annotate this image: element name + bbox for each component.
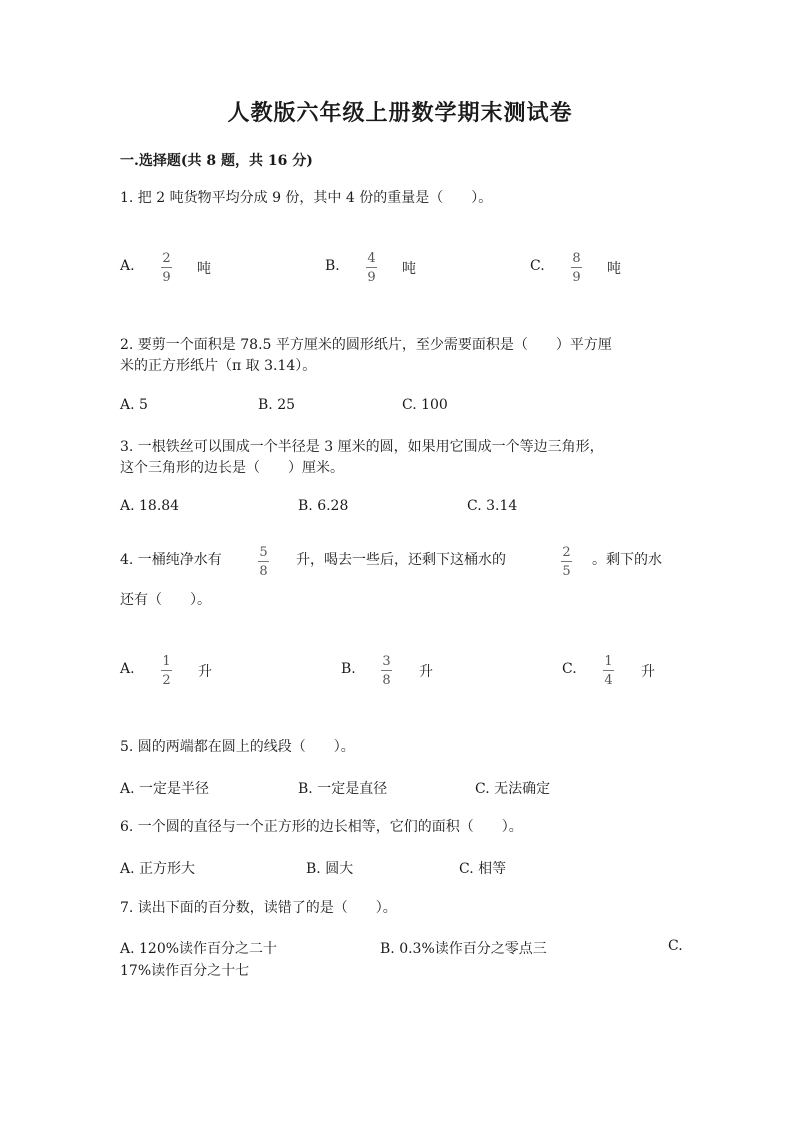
fraction-numerator: 5 [259, 545, 268, 560]
option-c-unit: 升 [641, 664, 655, 680]
fraction-bar [366, 267, 377, 268]
fraction-denominator: 8 [259, 564, 268, 579]
question-7-option-c-text: 17%读作百分之十七 [120, 963, 250, 979]
option-a-letter: A. [120, 258, 135, 274]
fraction-numerator: 1 [162, 654, 171, 669]
question-2-option-b: B. 25 [258, 397, 296, 413]
question-3-option-c: C. 3.14 [467, 498, 518, 514]
fraction-bar [561, 561, 572, 562]
option-b-letter: B. [325, 258, 340, 274]
option-c-letter: C. [530, 258, 545, 274]
option-b-fraction [366, 251, 377, 285]
question-2-line-2: 米的正方形纸片（π 取 3.14）。 [120, 358, 317, 374]
question-3-option-b: B. 6.28 [298, 498, 349, 514]
question-6-option-a: A. 正方形大 [120, 861, 196, 877]
fraction-denominator: 4 [604, 673, 613, 688]
question-4-part-3: 。剩下的水 [592, 552, 662, 568]
fraction-numerator: 8 [572, 251, 581, 266]
question-6-stem: 6. 一个圆的直径与一个正方形的边长相等，它们的面积（ ）。 [120, 819, 523, 835]
question-7-stem: 7. 读出下面的百分数，读错了的是（ ）。 [120, 900, 397, 916]
option-b-unit: 升 [419, 664, 433, 680]
question-7-option-c-letter: C. [668, 938, 683, 954]
fraction-bar [571, 267, 582, 268]
option-c-unit: 吨 [607, 261, 621, 277]
fraction-denominator: 2 [162, 673, 171, 688]
page-title: 人教版六年级上册数学期末测试卷 [227, 100, 573, 126]
option-c-fraction [603, 654, 614, 688]
question-2-option-c: C. 100 [402, 397, 448, 413]
question-5-option-a: A. 一定是半径 [120, 781, 210, 797]
fraction-numerator: 1 [604, 654, 613, 669]
fraction-denominator: 9 [162, 270, 171, 285]
fraction-bar [161, 267, 172, 268]
question-6-option-c: C. 相等 [459, 861, 507, 877]
fraction-numerator: 2 [562, 545, 571, 560]
option-a-unit: 升 [198, 664, 212, 680]
option-c-fraction [571, 251, 582, 285]
option-a-fraction [161, 654, 172, 688]
fraction-denominator: 5 [562, 564, 571, 579]
question-4-part-1: 4. 一桶纯净水有 [120, 552, 222, 568]
question-3-line-1: 3. 一根铁丝可以围成一个半径是 3 厘米的圆，如果用它围成一个等边三角形， [120, 439, 604, 455]
option-b-unit: 吨 [402, 261, 416, 277]
question-4-line-2: 还有（ ）。 [120, 592, 211, 608]
question-3-line-2: 这个三角形的边长是（ ）厘米。 [120, 460, 344, 476]
option-b-fraction [381, 654, 392, 688]
option-a-unit: 吨 [197, 261, 211, 277]
fraction-bar [258, 561, 269, 562]
question-3-option-a: A. 18.84 [120, 498, 180, 514]
question-6-option-b: B. 圆大 [306, 861, 354, 877]
fraction-denominator: 9 [367, 270, 376, 285]
fraction-denominator: 9 [572, 270, 581, 285]
question-5-option-b: B. 一定是直径 [298, 781, 388, 797]
option-c-letter: C. [562, 661, 577, 677]
question-2-option-a: A. 5 [120, 397, 148, 413]
fraction-bar [161, 670, 172, 671]
option-a-letter: A. [120, 661, 135, 677]
fraction-bar [603, 670, 614, 671]
question-5-option-c: C. 无法确定 [475, 781, 551, 797]
question-5-stem: 5. 圆的两端都在圆上的线段（ ）。 [120, 739, 355, 755]
question-4-part-2: 升，喝去一些后，还剩下这桶水的 [296, 552, 506, 568]
question-7-option-b: B. 0.3%读作百分之零点三 [380, 941, 547, 957]
section-heading: 一.选择题(共 8 题，共 16 分) [120, 153, 313, 169]
question-1-stem: 1. 把 2 吨货物平均分成 9 份，其中 4 份的重量是（ ）。 [120, 190, 493, 206]
fraction-bar [381, 670, 392, 671]
fraction-numerator: 3 [382, 654, 391, 669]
question-4-fraction-2 [561, 545, 572, 579]
question-4-fraction-1 [258, 545, 269, 579]
question-7-option-a: A. 120%读作百分之二十 [120, 941, 278, 957]
fraction-denominator: 8 [382, 673, 391, 688]
option-b-letter: B. [341, 661, 356, 677]
option-a-fraction [161, 251, 172, 285]
fraction-numerator: 2 [162, 251, 171, 266]
question-2-line-1: 2. 要剪一个面积是 78.5 平方厘米的圆形纸片，至少需要面积是（ ）平方厘 [120, 337, 612, 353]
fraction-numerator: 4 [367, 251, 376, 266]
